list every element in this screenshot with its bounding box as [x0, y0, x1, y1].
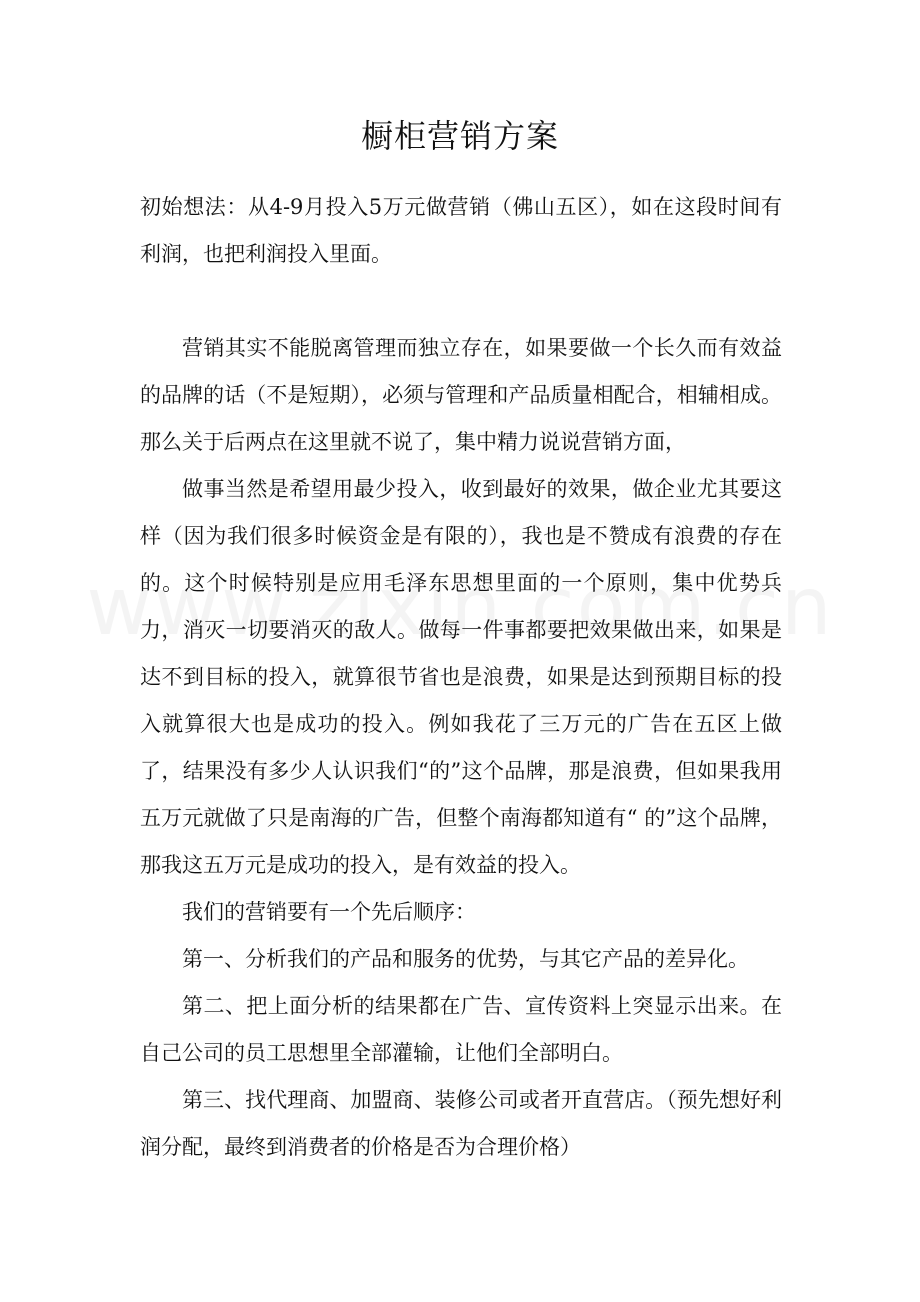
paragraph-step-one: 第一、分析我们的产品和服务的优势，与其它产品的差异化。 [182, 947, 749, 971]
paragraph-initial-idea: 初始想法：从4-9月投入5万元做营销（佛山五区），如在这段时间有利润，也把利润投入里面。 [140, 195, 782, 266]
paragraph-efficient-investment: 做事当然是希望用最少投入，收到最好的效果，做企业尤其要这样（因为我们很多时候资金是有限的），我也是不赞成有浪费的存在的。这个时候特别是应用毛泽东思想里面的一个原则，集中优势兵力，消灭一切要消灭的敌人。做每一件事都要把效果做出来，如果是达不到目标的投入，就算很节省也是浪费，如果是达到预期目标的投入就算很大也是成功的投入。例如我花了三万元的广告在五区上做了，结果没有多少人认识我们“的”这个品牌，那是浪费，但如果我用五万元就做了只是南海的广告，但整个南海都知道有“ 的”这个品牌，那我这五万元是成功的投入，是有效益的投入。 [140, 477, 782, 877]
paragraph-marketing-management: 营销其实不能脱离管理而独立存在，如果要做一个长久而有效益的品牌的话（不是短期），必须与管理和产品质量相配合，相辅相成。那么关于后两点在这里就不说了，集中精力说说营销方面， [140, 336, 782, 454]
document-body [140, 184, 782, 1171]
paragraph-sequence-intro: 我们的营销要有一个先后顺序： [182, 900, 476, 924]
document-title: 橱柜营销方案 [360, 117, 559, 155]
paragraph-step-two: 第二、把上面分析的结果都在广告、宣传资料上突显示出来。在自己公司的员工思想里全部灌输，让他们全部明白。 [140, 994, 782, 1065]
paragraph-step-three: 第三、找代理商、加盟商、装修公司或者开直营店。（预先想好利润分配，最终到消费者的价格是否为合理价格） [140, 1088, 782, 1159]
paragraph-gap [140, 278, 782, 325]
